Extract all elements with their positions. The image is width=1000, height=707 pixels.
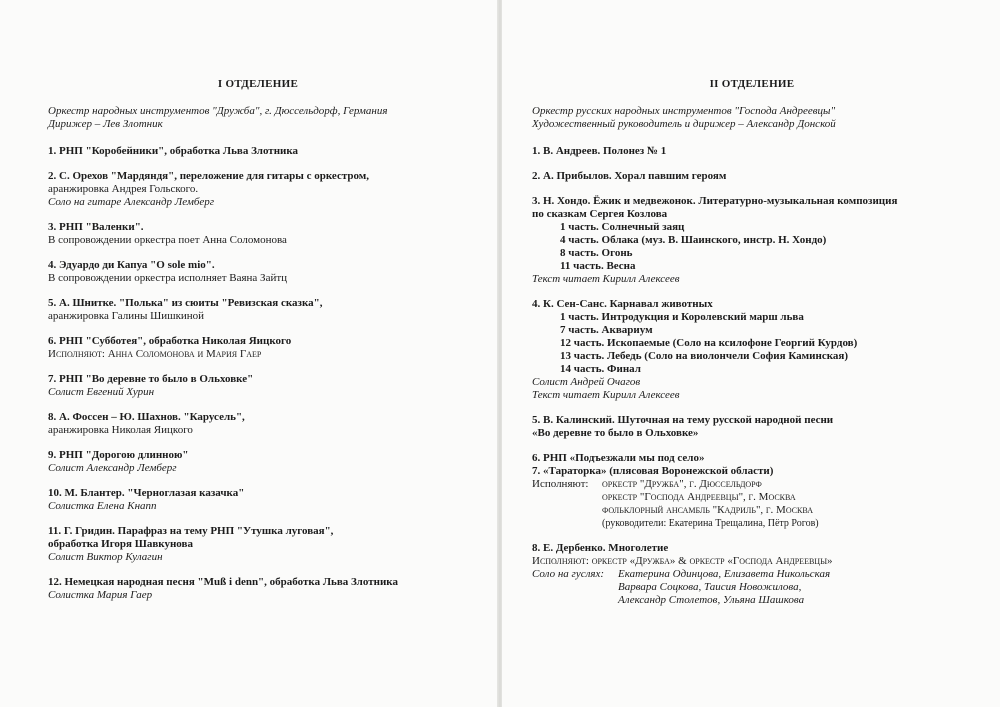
- program-item-title: 11. Г. Гридин. Парафраз на тему РНП "Утушка луговая",: [48, 525, 334, 537]
- program-item-title: 1. В. Андреев. Полонез № 1: [532, 145, 667, 157]
- program-item-line: Текст читает Кирилл Алексеев: [532, 389, 680, 401]
- program-item: [48, 449, 468, 475]
- program-item-line: по сказкам Сергея Козлова: [532, 208, 668, 220]
- part1-heading: I ОТДЕЛЕНИЕ: [217, 78, 299, 90]
- program-item-line: Солист Евгений Хурин: [48, 386, 155, 398]
- soloists-label: Соло на гуслях:: [532, 568, 605, 580]
- program-item-title: 4. Эдуардо ди Капуа "O sole mio".: [48, 259, 215, 271]
- program-item: [48, 297, 468, 323]
- program-item: [532, 298, 972, 402]
- program-item: [48, 373, 468, 399]
- program-item: [532, 195, 972, 286]
- program-item-title: 2. А. Прибылов. Хорал павшим героям: [532, 170, 727, 182]
- program-item-line: 7 часть. Аквариум: [560, 324, 653, 336]
- program-item-line: 1 часть. Солнечный заяц: [560, 221, 685, 233]
- program-item-line: 13 часть. Лебедь (Соло на виолончели София Каминская): [560, 350, 849, 362]
- program-item-title: 1. РНП "Коробейники", обработка Льва Злотника: [48, 145, 299, 157]
- program-item-line: Солист Виктор Кулагин: [48, 551, 163, 563]
- program-item-line: Солистка Елена Кнапп: [48, 500, 157, 512]
- right-page: [502, 0, 1000, 707]
- program-item-title: 9. РНП "Дорогою длинною": [48, 449, 189, 461]
- program-item-line: обработка Игоря Шавкунова: [48, 538, 193, 550]
- program-item-title: 5. В. Калинский. Шуточная на тему русской народной песни: [532, 414, 834, 426]
- program-item-title: 3. Н. Хондо. Ёжик и медвежонок. Литературно-музыкальная композиция: [532, 195, 898, 207]
- item-6-title: 6. РНП «Подъезжали мы под село»: [532, 452, 705, 464]
- soloist-line: Варвара Соцкова, Таисия Новожилова,: [618, 581, 802, 593]
- program-item-line: 12 часть. Ископаемые (Соло на ксилофоне Георгий Курдов): [560, 337, 858, 349]
- item-8-title: 8. Е. Дербенко. Многолетие: [532, 542, 669, 554]
- program-item-title: 8. А. Фоссен – Ю. Шахнов. "Карусель",: [48, 411, 245, 423]
- program-item-title: 3. РНП "Валенки".: [48, 221, 144, 233]
- part1-column: [48, 78, 468, 614]
- part2-column: [532, 78, 972, 619]
- part1-intro: [48, 105, 468, 131]
- program-item-title: 10. М. Блантер. "Черноглазая казачка": [48, 487, 245, 499]
- part1-conductor: Дирижер – Лев Злотник: [48, 118, 163, 130]
- program-item-line: Солистка Мария Гаер: [48, 589, 153, 601]
- left-page: [0, 0, 498, 707]
- program-item-line: 8 часть. Огонь: [560, 247, 633, 259]
- program-item-line: «Во деревне то было в Ольховке»: [532, 427, 699, 439]
- performers-label: Исполняют:: [532, 478, 589, 490]
- program-item: [48, 335, 468, 361]
- program-item-line: 14 часть. Финал: [560, 363, 641, 375]
- program-item: [48, 411, 468, 437]
- program-item-6-7: [532, 452, 972, 530]
- program-item-title: 12. Немецкая народная песня "Muß i denn", обработка Льва Злотника: [48, 576, 398, 588]
- soloist-line: Екатерина Одинцова, Елизавета Никольская: [618, 568, 831, 580]
- part2-heading: II ОТДЕЛЕНИЕ: [709, 78, 795, 90]
- program-item-line: Исполняют: Анна Соломонова и Мария Гаер: [48, 348, 262, 360]
- item-7-title: 7. «Тараторка» (плясовая Воронежской области): [532, 465, 774, 477]
- program-item: [48, 487, 468, 513]
- program-item: [532, 145, 972, 158]
- program-item-title: 4. К. Сен-Санс. Карнавал животных: [532, 298, 713, 310]
- program-item-8: [532, 542, 972, 607]
- part1-orchestra: Оркестр народных инструментов "Дружба", г. Дюссельдорф, Германия: [48, 105, 388, 117]
- program-item-title: 7. РНП "Во деревне то было в Ольховке": [48, 373, 254, 385]
- program-item-title: 2. С. Орехов "Мардяндя", переложение для гитары с оркестром,: [48, 170, 370, 182]
- program-item: [48, 259, 468, 285]
- program-item: [48, 170, 468, 209]
- program-item: [48, 525, 468, 564]
- program-item-line: В сопровождении оркестра исполняет Ваяна Зайтц: [48, 272, 288, 284]
- program-item: [48, 221, 468, 247]
- performer-line: фольклорный ансамбль "Кадриль", г. Москва: [602, 504, 813, 516]
- program-item: [48, 576, 468, 602]
- performer-line: оркестр "Господа Андреевцы", г. Москва: [602, 491, 796, 503]
- program-item-line: Солист Андрей Очагов: [532, 376, 641, 388]
- program-item-line: 11 часть. Весна: [560, 260, 636, 272]
- program-item-title: 6. РНП "Субботея", обработка Николая Яицкого: [48, 335, 292, 347]
- program-item: [532, 414, 972, 440]
- program-item-line: Текст читает Кирилл Алексеев: [532, 273, 680, 285]
- performer-line: оркестр "Дружба", г. Дюссельдорф: [602, 478, 762, 490]
- item-8-soloists: [532, 568, 972, 607]
- leaders-note: (руководители: Екатерина Трещалина, Пётр Рогов): [602, 518, 819, 529]
- part2-director: Художественный руководитель и дирижер – Александр Донской: [532, 118, 836, 130]
- program-item-line: аранжировка Николая Яицкого: [48, 424, 193, 436]
- program-item-line: В сопровождении оркестра поет Анна Соломонова: [48, 234, 287, 246]
- program-item: [48, 145, 468, 158]
- program-item-line: 1 часть. Интродукция и Королевский марш льва: [560, 311, 804, 323]
- program-item-line: аранжировка Андрея Гольского.: [48, 183, 199, 195]
- soloists-list: [618, 568, 972, 607]
- part1-program-list: [48, 145, 468, 602]
- program-item-line: 4 часть. Облака (муз. В. Шаинского, инстр. Н. Хондо): [560, 234, 827, 246]
- program-item: [532, 170, 972, 183]
- program-item-line: аранжировка Галины Шишкиной: [48, 310, 205, 322]
- program-item-line: Солист Александр Лемберг: [48, 462, 177, 474]
- item-8-performers: Исполняют: оркестр «Дружба» & оркестр «Господа Андреевцы»: [532, 555, 833, 567]
- program-item-line: Соло на гитаре Александр Лемберг: [48, 196, 215, 208]
- soloist-line: Александр Столетов, Ульяна Шашкова: [618, 594, 805, 606]
- part2-intro: [532, 105, 972, 131]
- item-6-performers: [532, 478, 972, 530]
- part2-orchestra: Оркестр русских народных инструментов "Господа Андреевцы": [532, 105, 836, 117]
- part2-program-list: [532, 145, 972, 440]
- performers-list: [602, 478, 972, 530]
- program-item-title: 5. А. Шнитке. "Полька" из сюиты "Ревизская сказка",: [48, 297, 323, 309]
